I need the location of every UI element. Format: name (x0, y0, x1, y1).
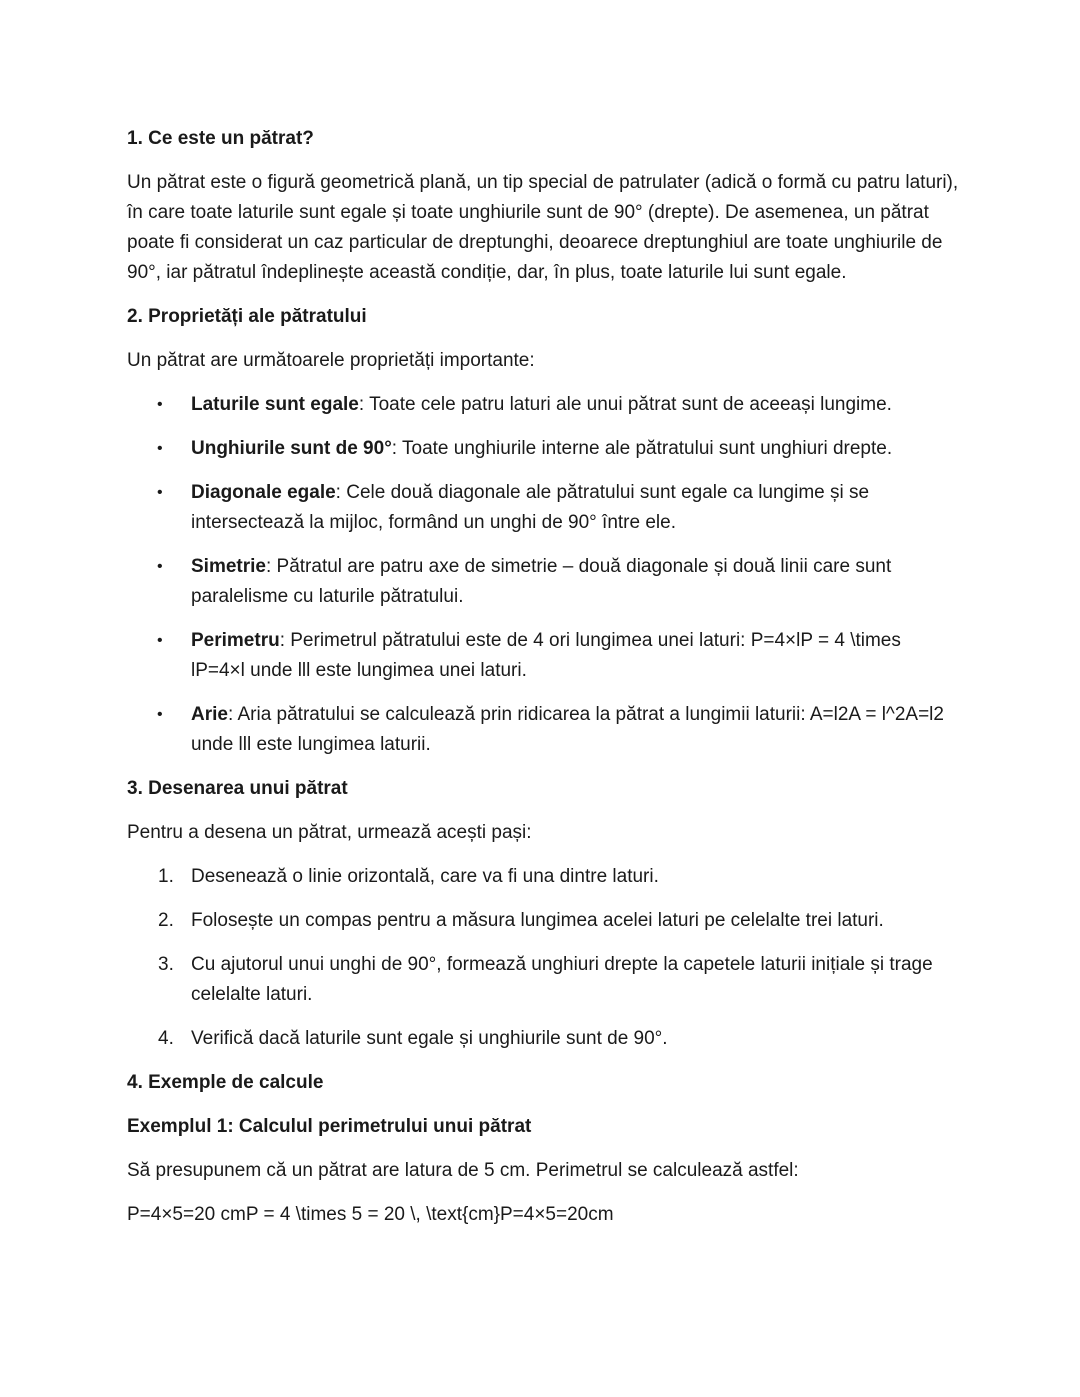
property-text: : Perimetrul pătratului este de 4 ori lungimea unei laturi: P=4×lP = 4 \times lP=4×l unde lll este lungimea unei laturi. (191, 630, 901, 681)
step-number: 3. (158, 954, 174, 975)
properties-list (127, 390, 960, 760)
list-item (158, 950, 960, 1010)
step-number: 4. (158, 1028, 174, 1049)
bullet-icon: • (157, 558, 163, 575)
bullet-icon: • (157, 396, 163, 413)
list-item (158, 862, 960, 892)
steps-list (127, 862, 960, 1054)
section2-heading: 2. Proprietăți ale pătratului (127, 306, 367, 327)
example1-formula: P=4×5=20 cmP = 4 \times 5 = 20 \, \text{cm}P=4×5=20cm (127, 1204, 614, 1225)
property-term: Unghiurile sunt de 90° (191, 438, 392, 459)
section1-paragraph: Un pătrat este o figură geometrică plană, un tip special de patrulater (adică o formă cu patru laturi), în care toate laturile sunt egale și toate unghiurile sunt de 90° (drepte). De asemenea, un pătrat poate fi considerat un caz particular de dreptunghi, deoarece dreptunghiul are toate unghiurile de 90°, iar pătratul îndeplinește această condiție, dar, în plus, toate laturile lui sunt egale. (127, 172, 959, 283)
section3-intro: Pentru a desena un pătrat, urmează acești pași: (127, 822, 532, 843)
property-text: : Aria pătratului se calculează prin ridicarea la pătrat a lungimii laturii: A=l2A = l^2A=l2 unde lll este lungimea laturii. (191, 704, 944, 755)
section1-heading: 1. Ce este un pătrat? (127, 128, 314, 149)
bullet-icon: • (157, 632, 163, 649)
property-text: : Toate unghiurile interne ale pătratului sunt unghiuri drepte. (391, 438, 893, 459)
property-text: : Cele două diagonale ale pătratului sunt egale ca lungime și se intersectează la mijloc, formând un unghi de 90° între ele. (191, 482, 870, 533)
property-text: : Toate cele patru laturi ale unui pătrat sunt de aceeași lungime. (358, 394, 892, 415)
list-item (157, 478, 960, 538)
step-text: Folosește un compas pentru a măsura lungimea acelei laturi pe celelalte trei laturi. (191, 910, 884, 931)
example1-heading: Exemplul 1: Calculul perimetrului unui pătrat (127, 1116, 532, 1137)
example1-text: Să presupunem că un pătrat are latura de 5 cm. Perimetrul se calculează astfel: (127, 1160, 799, 1181)
list-item (157, 390, 960, 420)
property-term: Simetrie (191, 556, 266, 577)
property-term: Laturile sunt egale (191, 394, 359, 415)
property-term: Arie (191, 704, 228, 725)
bullet-icon: • (157, 706, 163, 723)
bullet-icon: • (157, 440, 163, 457)
step-text: Cu ajutorul unui unghi de 90°, formează unghiuri drepte la capetele laturii inițiale și trage celelalte laturi. (191, 954, 933, 1005)
section4-heading: 4. Exemple de calcule (127, 1072, 324, 1093)
bullet-icon: • (157, 484, 163, 501)
list-item (157, 626, 960, 686)
step-number: 1. (158, 866, 174, 887)
section2-intro: Un pătrat are următoarele proprietăți importante: (127, 350, 535, 371)
property-term: Diagonale egale (191, 482, 336, 503)
list-item (157, 700, 960, 760)
section3-heading: 3. Desenarea unui pătrat (127, 778, 348, 799)
property-text: : Pătratul are patru axe de simetrie – două diagonale și două linii care sunt paralelisme cu laturile pătratului. (191, 556, 892, 607)
list-item (157, 434, 960, 464)
step-text: Desenează o linie orizontală, care va fi una dintre laturi. (191, 866, 659, 887)
property-term: Perimetru (191, 630, 280, 651)
step-number: 2. (158, 910, 174, 931)
step-text: Verifică dacă laturile sunt egale și unghiurile sunt de 90°. (191, 1028, 668, 1049)
list-item (158, 1024, 960, 1054)
list-item (157, 552, 960, 612)
list-item (158, 906, 960, 936)
